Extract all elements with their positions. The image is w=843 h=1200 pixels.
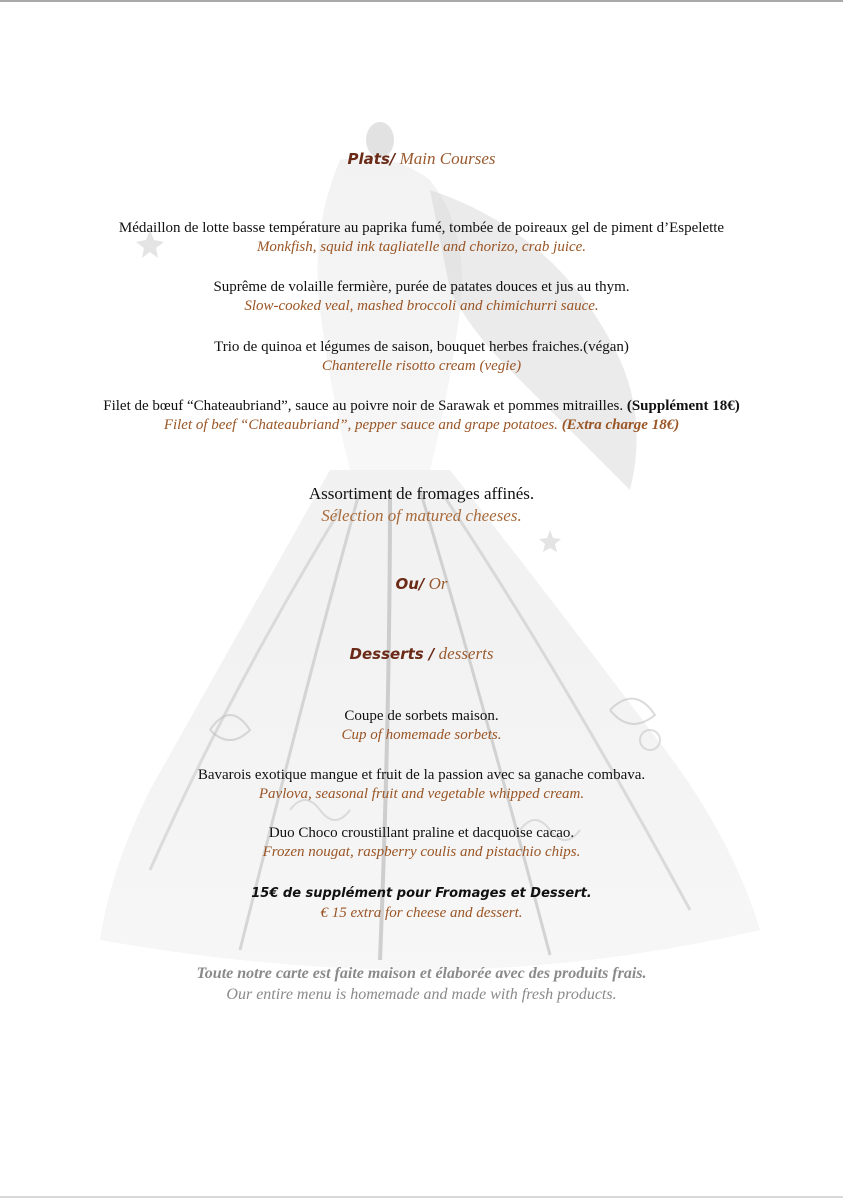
main-item-beef-en: [0, 416, 843, 435]
beef-en-supplement: (Extra charge 18€): [561, 417, 680, 433]
dessert-item-3-en: Frozen nougat, raspberry coulis and pistachio chips.: [262, 844, 581, 860]
page-bottom-border: [0, 1196, 843, 1198]
dessert-item-2: [0, 766, 843, 804]
beef-fr-supplement: (Supplément 18€): [626, 398, 740, 414]
cheese-item: [0, 483, 843, 527]
dessert-item-1: [0, 707, 843, 745]
main-item-3: [0, 338, 843, 376]
desserts-heading: [0, 643, 843, 665]
cheese-item-fr: Assortiment de fromages affinés.: [308, 484, 535, 503]
main-item-2-en: Slow-cooked veal, mashed broccoli and chimichurri sauce.: [244, 298, 599, 314]
desserts-heading-fr: Desserts /: [349, 645, 435, 663]
cheese-item-en: Sélection of matured cheeses.: [321, 506, 522, 525]
main-item-3-fr: Trio de quinoa et légumes de saison, bouquet herbes fraiches.(végan): [214, 339, 629, 355]
dessert-item-2-fr: Bavarois exotique mangue et fruit de la passion avec sa ganache combava.: [197, 767, 646, 783]
main-item-1-en: Monkfish, squid ink tagliatelle and chorizo, crab juice.: [256, 239, 587, 255]
beef-fr-text: Filet de bœuf “Chateaubriand”, sauce au poivre noir de Sarawak et pommes mitrailles.: [103, 398, 627, 414]
or-heading-fr: Ou/: [395, 575, 425, 593]
main-item-1-fr: Médaillon de lotte basse température au paprika fumé, tombée de poireaux gel de piment d’Espelette: [118, 220, 725, 236]
supplement-note: [0, 884, 843, 923]
footer-note: [0, 963, 843, 1005]
desserts-heading-en: desserts: [434, 644, 494, 663]
main-item-3-en: Chanterelle risotto cream (vegie): [321, 358, 522, 374]
main-courses-heading: [0, 148, 843, 170]
dessert-item-3: [0, 824, 843, 862]
footer-note-en: Our entire menu is homemade and made with fresh products.: [226, 986, 617, 1003]
main-item-2-fr: Suprême de volaille fermière, purée de patates douces et jus au thym.: [213, 279, 630, 295]
dessert-item-3-fr: Duo Choco croustillant praline et dacquoise cacao.: [268, 825, 575, 841]
footer-note-fr: Toute notre carte est faite maison et élaborée avec des produits frais.: [196, 965, 647, 982]
dessert-item-2-en: Pavlova, seasonal fruit and vegetable whipped cream.: [258, 786, 585, 802]
main-courses-heading-fr: Plats/: [347, 150, 396, 168]
dessert-item-1-fr: Coupe de sorbets maison.: [344, 708, 499, 724]
dessert-item-1-en: Cup of homemade sorbets.: [341, 727, 502, 743]
supplement-note-fr: 15€ de supplément pour Fromages et Dessert.: [251, 886, 592, 901]
or-heading: [0, 573, 843, 595]
beef-en-text: Filet of beef “Chateaubriand”, pepper sauce and grape potatoes.: [163, 417, 562, 433]
main-item-beef: [0, 397, 843, 435]
main-item-2: [0, 278, 843, 316]
main-courses-heading-en: Main Courses: [395, 149, 496, 168]
main-item-beef-fr: [0, 397, 843, 416]
supplement-note-en: € 15 extra for cheese and dessert.: [320, 905, 523, 921]
page-top-border: [0, 0, 843, 2]
or-heading-en: Or: [424, 574, 448, 593]
main-item-1: [0, 219, 843, 257]
